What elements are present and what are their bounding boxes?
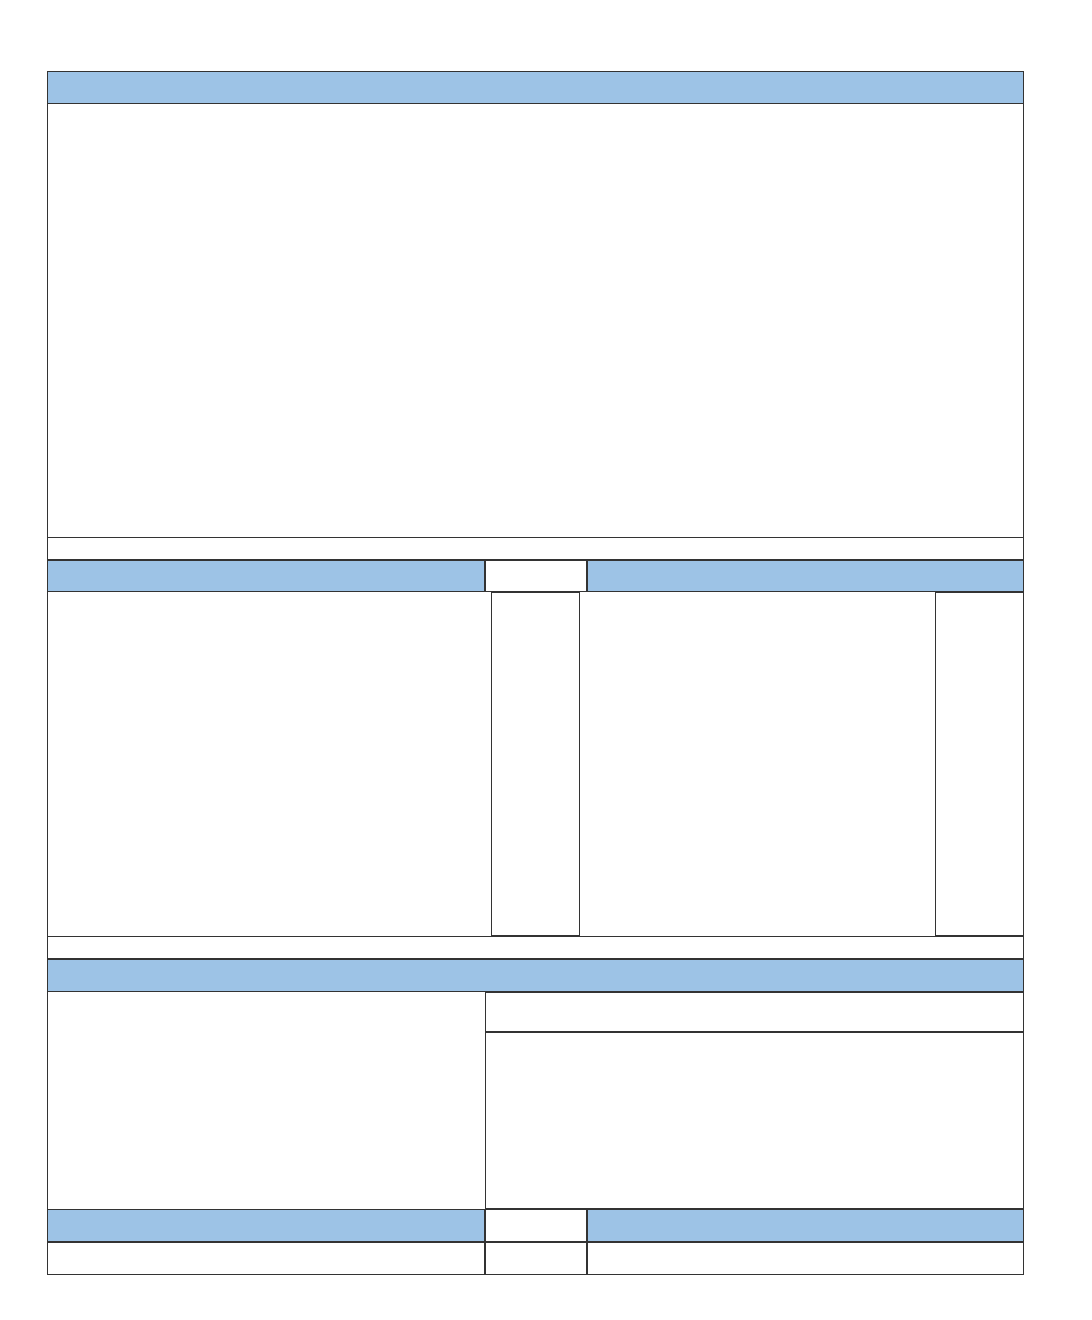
oxidation-value — [47, 1242, 485, 1275]
ratio-chart-header — [485, 992, 1024, 1032]
bottom-gap-1 — [485, 1209, 587, 1242]
bottom-gap-2 — [485, 1242, 587, 1275]
toxic-header — [47, 560, 485, 592]
ratios-header — [47, 959, 1024, 992]
header-gap — [485, 560, 587, 592]
spacer-row-1 — [47, 537, 1024, 560]
other-header — [587, 560, 1024, 592]
stress-header — [587, 1209, 1024, 1242]
oxidation-header — [47, 1209, 485, 1242]
right-gap — [935, 592, 1024, 936]
spacer-row-2 — [47, 936, 1024, 959]
stress-value — [587, 1242, 1024, 1275]
ratio-chart — [485, 1032, 1024, 1209]
nutritional-header — [47, 71, 1024, 104]
middle-gap — [491, 592, 580, 936]
